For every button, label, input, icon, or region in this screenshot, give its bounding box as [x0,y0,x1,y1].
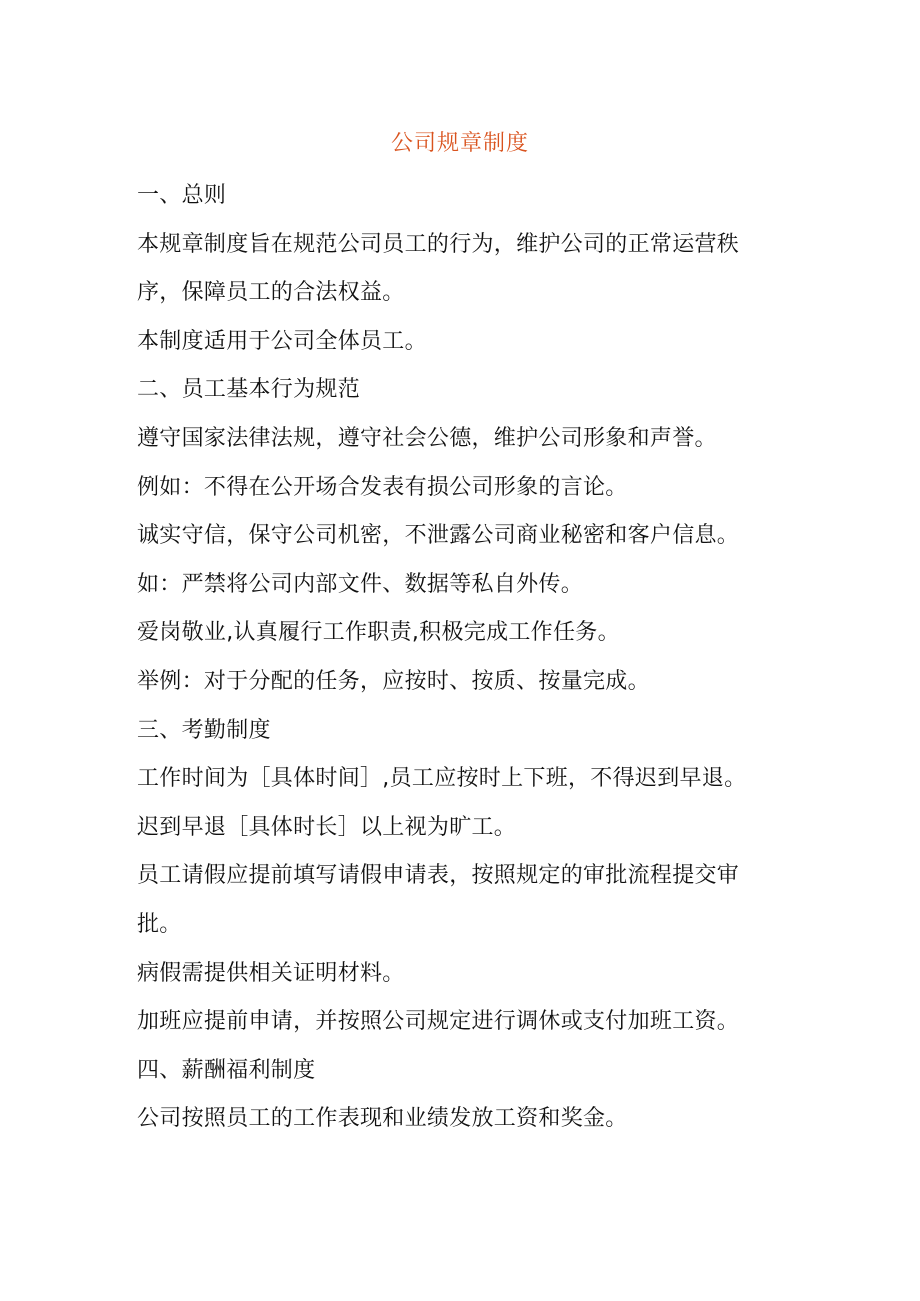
paragraph-line: 本制度适用于公司全体员工。 [137,328,427,354]
paragraph-line: 本规章制度旨在规范公司员工的行为，维护公司的正常运营秩 [137,231,740,257]
section-heading-compensation: 四、薪酬福利制度 [137,1057,316,1083]
paragraph-line: 序，保障员工的合法权益。 [137,280,405,306]
paragraph-line: 举例：对于分配的任务，应按时、按质、按量完成。 [137,668,650,694]
paragraph-line: 遵守国家法律法规，遵守社会公德，维护公司形象和声誉。 [137,425,717,451]
paragraph-line: 诚实守信，保守公司机密，不泄露公司商业秘密和客户信息。 [137,523,740,549]
paragraph-line: 迟到早退［具体时长］以上视为旷工。 [137,814,517,840]
paragraph-line: 爱岗敬业,认真履行工作职责,积极完成工作任务。 [137,620,620,646]
document-body [137,172,777,1144]
paragraph-line: 员工请假应提前填写请假申请表，按照规定的审批流程提交审 [137,863,740,889]
section-heading-general: 一、总则 [137,183,227,208]
paragraph-line: 公司按照员工的工作表现和业绩发放工资和奖金。 [137,1106,628,1132]
section-heading-attendance: 三、考勤制度 [137,717,271,743]
paragraph-line: 如：严禁将公司内部文件、数据等私自外传。 [137,571,584,597]
paragraph-line: 病假需提供相关证明材料。 [137,960,405,986]
paragraph-line: 例如：不得在公开场合发表有损公司形象的言论。 [137,474,628,500]
paragraph-line: 加班应提前申请，并按照公司规定进行调休或支付加班工资。 [137,1009,740,1035]
document-title: 公司规章制度 [390,131,529,156]
paragraph-line: 工作时间为［具体时间］,员工应按时上下班，不得迟到早退。 [137,766,747,792]
section-heading-conduct: 二、员工基本行为规范 [137,377,361,403]
paragraph-line: 批。 [137,911,182,937]
